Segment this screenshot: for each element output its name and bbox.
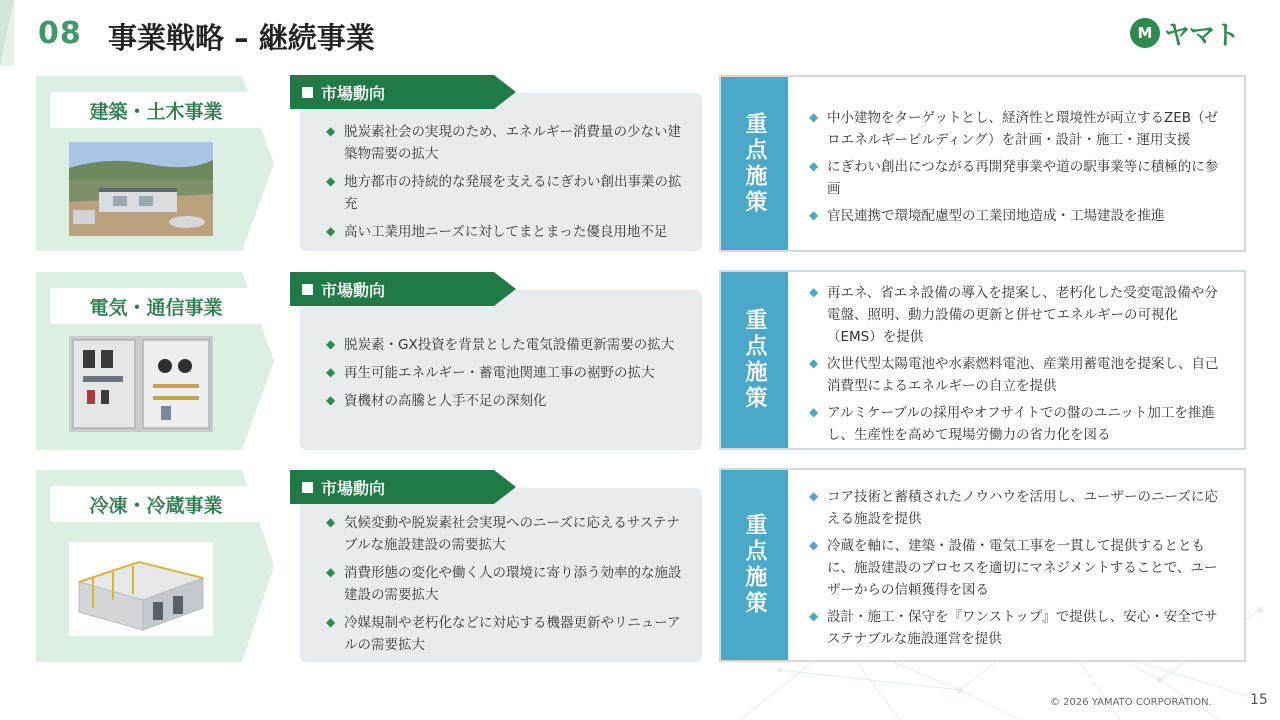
key-policy-box bbox=[719, 75, 1246, 252]
diamond-bullet-icon: ◆ bbox=[809, 208, 819, 222]
diamond-bullet-icon: ◆ bbox=[809, 405, 819, 419]
key-policy-box bbox=[719, 270, 1246, 450]
market-trend-label: 市場動向 bbox=[321, 83, 386, 103]
segment-panel-construction bbox=[36, 76, 274, 251]
key-policy-list bbox=[809, 486, 1226, 655]
diamond-bullet-icon: ◆ bbox=[326, 393, 336, 407]
diamond-bullet-icon: ◆ bbox=[326, 615, 336, 629]
square-bullet-icon bbox=[302, 482, 313, 493]
list-item: ◆ 官民連携で環境配慮型の工業団地造成・工場建設を推進 bbox=[809, 208, 1165, 224]
key-policy-box bbox=[719, 468, 1246, 662]
list-item: ◆ 脱炭素・GX投資を背景とした電気設備更新需要の拡大 bbox=[326, 337, 675, 353]
market-trend-box bbox=[300, 83, 702, 251]
copyright-notice: © 2026 YAMATO CORPORATION. bbox=[1050, 697, 1212, 708]
diamond-bullet-icon: ◆ bbox=[326, 565, 336, 579]
diamond-bullet-icon: ◆ bbox=[326, 515, 336, 529]
list-item: ◆ 冷蔵を軸に、建築・設備・電気工事を一貫して提供するとともに、施設建設のプロセスを適切にマネジメントすることで、ユーザーからの信頼獲得を図る bbox=[809, 538, 1218, 598]
refrigeration-warehouse-illustration bbox=[69, 542, 213, 636]
key-policy-list bbox=[809, 107, 1226, 232]
diamond-bullet-icon: ◆ bbox=[809, 538, 819, 552]
list-item: ◆ 中小建物をターゲットとし、経済性と環境性が両立するZEB（ゼロエネルギービルディング）を計画・設計・施工・運用支援 bbox=[809, 110, 1218, 148]
page-title: 事業戦略 – 継続事業 bbox=[108, 21, 375, 55]
list-item: ◆ 設計・施工・保守を『ワンストップ』で提供し、安心・安全でサステナブルな施設運営を提供 bbox=[809, 609, 1218, 647]
diamond-bullet-icon: ◆ bbox=[326, 337, 336, 351]
corner-decoration bbox=[0, 0, 14, 66]
list-item: ◆ 脱炭素社会の実現のため、エネルギー消費量の少ない建築物需要の拡大 bbox=[326, 124, 681, 162]
segment-label: 建築・土木事業 bbox=[50, 92, 262, 128]
diamond-bullet-icon: ◆ bbox=[326, 174, 336, 188]
square-bullet-icon bbox=[302, 87, 313, 98]
market-trend-list bbox=[326, 334, 688, 418]
section-number: 08 bbox=[38, 16, 82, 51]
diamond-bullet-icon: ◆ bbox=[809, 110, 819, 124]
market-trend-label: 市場動向 bbox=[321, 478, 386, 498]
logo-text: ヤマト bbox=[1164, 20, 1240, 51]
diamond-bullet-icon: ◆ bbox=[809, 609, 819, 623]
list-item: ◆ 再生可能エネルギー・蓄電池関連工事の裾野の拡大 bbox=[326, 365, 655, 381]
diamond-bullet-icon: ◆ bbox=[809, 159, 819, 173]
list-item: ◆ 高い工業用地ニーズに対してまとまった優良用地不足 bbox=[326, 224, 668, 240]
electrical-panel-photo bbox=[69, 336, 213, 432]
key-policy-label-bar bbox=[721, 77, 788, 250]
list-item: ◆ 消費形態の変化や働く人の環境に寄り添う効率的な施設建設の需要拡大 bbox=[326, 565, 682, 603]
market-trend-tag bbox=[290, 470, 516, 504]
company-logo bbox=[1130, 14, 1248, 52]
list-item: ◆ コア技術と蓄積されたノウハウを活用し、ユーザーのニーズに応える施設を提供 bbox=[809, 489, 1218, 527]
list-item: ◆ 次世代型太陽電池や水素燃料電池、産業用蓄電池を提案し、自己消費型によるエネルギーの自立を提供 bbox=[809, 356, 1219, 394]
market-trend-list bbox=[326, 121, 688, 249]
list-item: ◆ 気候変動や脱炭素社会実現へのニーズに応えるサステナブルな施設建設の需要拡大 bbox=[326, 515, 681, 553]
market-trend-tag bbox=[290, 75, 516, 109]
market-trend-list bbox=[326, 512, 688, 662]
segment-panel-electrical bbox=[36, 272, 274, 450]
key-policy-label: 重点施策 bbox=[742, 308, 767, 412]
list-item: ◆ にぎわい創出につながる再開発事業や道の駅事業等に積極的に参画 bbox=[809, 159, 1219, 197]
list-item: ◆ 資機材の高騰と人手不足の深刻化 bbox=[326, 393, 547, 409]
segment-label: 冷凍・冷蔵事業 bbox=[50, 486, 262, 522]
diamond-bullet-icon: ◆ bbox=[809, 489, 819, 503]
market-trend-label: 市場動向 bbox=[321, 280, 386, 300]
diamond-bullet-icon: ◆ bbox=[326, 224, 336, 238]
list-item: ◆ 冷媒規制や老朽化などに対応する機器更新やリニューアルの需要拡大 bbox=[326, 615, 681, 653]
key-policy-label: 重点施策 bbox=[742, 513, 767, 617]
page-number: 15 bbox=[1250, 692, 1268, 708]
market-trend-box bbox=[300, 280, 702, 450]
list-item: ◆ 再エネ、省エネ設備の導入を提案し、老朽化した受変電設備や分電盤、照明、動力設備の更新と併せてエネルギーの可視化（EMS）を提供 bbox=[809, 285, 1218, 345]
key-policy-list bbox=[809, 282, 1226, 451]
segment-label: 電気・通信事業 bbox=[50, 288, 262, 324]
logo-mark-icon: M bbox=[1130, 18, 1160, 48]
construction-site-photo bbox=[69, 142, 213, 236]
diamond-bullet-icon: ◆ bbox=[809, 285, 819, 299]
diamond-bullet-icon: ◆ bbox=[809, 356, 819, 370]
key-policy-label-bar bbox=[721, 272, 788, 448]
square-bullet-icon bbox=[302, 284, 313, 295]
diamond-bullet-icon: ◆ bbox=[326, 365, 336, 379]
segment-panel-refrigeration bbox=[36, 470, 274, 662]
key-policy-label: 重点施策 bbox=[742, 111, 767, 216]
key-policy-label-bar bbox=[721, 470, 788, 660]
list-item: ◆ アルミケーブルの採用やオフサイトでの盤のユニット加工を推進し、生産性を高めて現場労働力の省力化を図る bbox=[809, 405, 1215, 443]
list-item: ◆ 地方都市の持続的な発展を支えるにぎわい創出事業の拡充 bbox=[326, 174, 682, 212]
diamond-bullet-icon: ◆ bbox=[326, 124, 336, 138]
market-trend-box bbox=[300, 478, 702, 662]
market-trend-tag bbox=[290, 272, 516, 306]
